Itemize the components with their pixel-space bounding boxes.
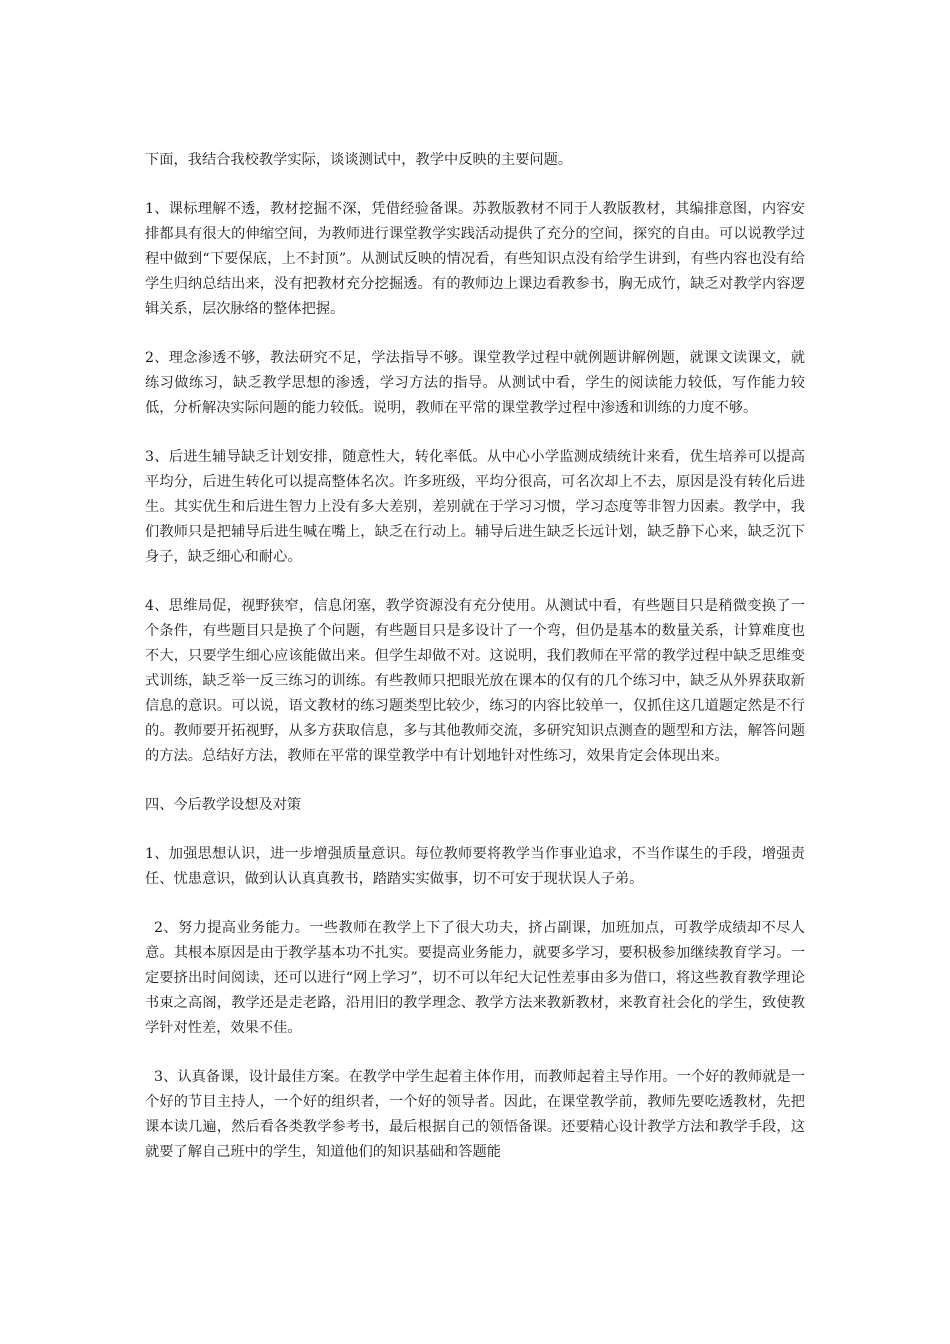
measure-paragraph-3: 3、认真备课，设计最佳方案。在教学中学生起着主体作用，而教师起着主导作用。一个好的教师就是一个好的节目主持人，一个好的组织者，一个好的领导者。因此，在课堂教学前，教师先要吃透教材，先把课本读几遍，然后看各类教学参考书，最后根据自己的领悟备课。还要精心设计教学方法和教学手段，这就要了解自己班中的学生，知道他们的知识基础和答题能 (145, 1069, 805, 1160)
measure-paragraph-1: 1、加强思想认识，进一步增强质量意识。每位教师要将教学当作事业追求，不当作谋生的手段，增强责任、忧患意识，做到认认真真教书，踏踏实实做事，切不可安于现状误人子弟。 (145, 846, 805, 887)
document-page (145, 148, 805, 1189)
problem-paragraph-3: 3、后进生辅导缺乏计划安排，随意性大，转化率低。从中心小学监测成绩统计来看，优生培养可以提高平均分，后进生转化可以提高整体名次。许多班级，平均分很高，可名次却上不去，原因是没有转化后进生。其实优生和后进生智力上没有多大差别，差别就在于学习习惯，学习态度等非智力因素。教学中，我们教师只是把辅导后进生喊在嘴上，缺乏在行动上。辅导后进生缺乏长远计划，缺乏静下心来，缺乏沉下身子，缺乏细心和耐心。 (145, 449, 805, 565)
problem-paragraph-1: 1、课标理解不透，教材挖掘不深，凭借经验备课。苏教版教材不同于人教版教材，其编排意图，内容安排都具有很大的伸缩空间，为教师进行课堂教学实践活动提供了充分的空间，探究的自由。可以说教学过程中做到“下要保底，上不封顶”。从测试反映的情况看，有些知识点没有给学生讲到，有些内容也没有给学生归纳总结出来，没有把教材充分挖掘透。有的教师边上课边看教参书，胸无成竹，缺乏对教学内容逻辑关系，层次脉络的整体把握。 (145, 201, 805, 317)
intro-paragraph: 下面，我结合我校教学实际，谈谈测试中，教学中反映的主要问题。 (145, 152, 573, 168)
measure-paragraph-2: 2、努力提高业务能力。一些教师在教学上下了很大功夫，挤占副课，加班加点，可教学成绩却不尽人意。其根本原因是由于教学基本功不扎实。要提高业务能力，就要多学习，要积极参加继续教育学习。一定要挤出时间阅读，还可以进行“网上学习”，切不可以年纪大记性差事由多为借口，将这些教育教学理论书束之高阁，教学还是走老路，沿用旧的教学理念、教学方法来教新教材，来教育社会化的学生，致使教学针对性差，效果不佳。 (145, 920, 805, 1036)
section-heading: 四、今后教学设想及对策 (145, 797, 302, 813)
problem-paragraph-4: 4、思维局促，视野狭窄，信息闭塞，教学资源没有充分使用。从测试中看，有些题目只是稍微变换了一个条件，有些题目只是换了个问题，有些题目只是多设计了一个弯，但仍是基本的数量关系，计算难度也不大，只要学生细心应该能做出来。但学生却做不对。这说明，我们教师在平常的教学过程中缺乏思维变式训练，缺乏举一反三练习的训练。有些教师只把眼光放在课本的仅有的几个练习中，缺乏从外界获取新信息的意识。可以说，语文教材的练习题类型比较少，练习的内容比较单一，仅抓住这几道题定然是不行的。教师要开拓视野，从多方获取信息，多与其他教师交流，多研究知识点测查的题型和方法，解答问题的方法。总结好方法，教师在平常的课堂教学中有计划地针对性练习，效果肯定会体现出来。 (145, 598, 805, 764)
problem-paragraph-2: 2、理念渗透不够，教法研究不足，学法指导不够。课堂教学过程中就例题讲解例题，就课文读课文，就练习做练习，缺乏教学思想的渗透，学习方法的指导。从测试中看，学生的阅读能力较低，写作能力较低，分析解决实际问题的能力较低。说明，教师在平常的课堂教学过程中渗透和训练的力度不够。 (145, 350, 805, 416)
